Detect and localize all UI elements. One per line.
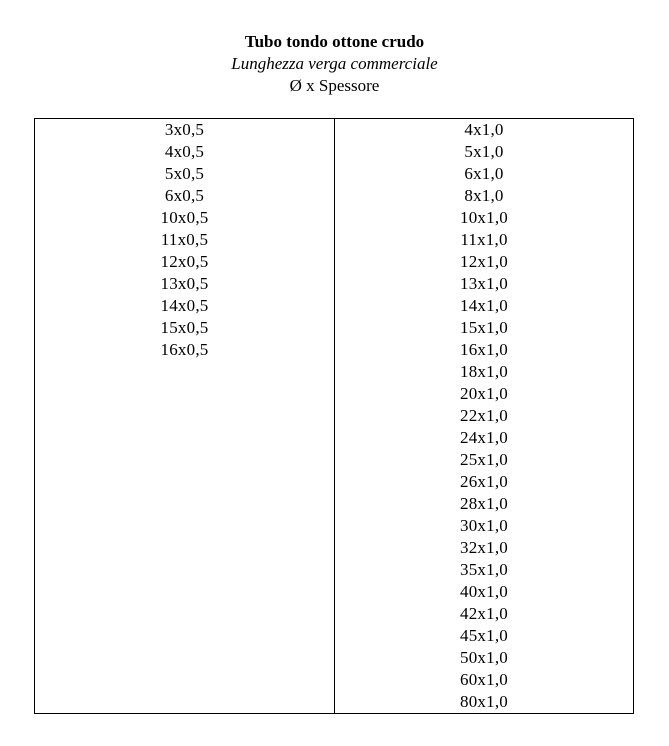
table-cell-right: 10x1,0 (460, 208, 508, 227)
table-cell-right: 40x1,0 (460, 582, 508, 601)
table-cell-left: 11x0,5 (160, 230, 209, 249)
table-cell-right: 15x1,0 (460, 318, 508, 337)
table-cell-left: 10x0,5 (160, 208, 209, 227)
right-column (335, 119, 633, 713)
table-cell-left: 13x0,5 (160, 274, 209, 293)
table-cell-right: 8x1,0 (464, 186, 504, 205)
left-column (35, 119, 335, 713)
table-cell-left: 3x0,5 (164, 120, 205, 139)
table-cell-right: 16x1,0 (460, 340, 508, 359)
table-cell-left: 4x0,5 (164, 142, 205, 161)
table-cell-right: 6x1,0 (464, 164, 504, 183)
table-cell-right: 25x1,0 (460, 450, 508, 469)
table-cell-right: 32x1,0 (460, 538, 508, 557)
table-cell-left: 14x0,5 (160, 296, 209, 315)
document-header (0, 31, 669, 97)
table-cell-right: 80x1,0 (460, 692, 508, 711)
table-cell-right: 26x1,0 (460, 472, 508, 491)
document-subtitle: Lunghezza verga commerciale (231, 54, 438, 73)
table-cell-right: 20x1,0 (460, 384, 508, 403)
table-cell-right: 42x1,0 (460, 604, 508, 623)
table-cell-left: 12x0,5 (160, 252, 209, 271)
table-cell-right: 13x1,0 (460, 274, 508, 293)
table-cell-right: 12x1,0 (460, 252, 508, 271)
table-cell-right: 28x1,0 (460, 494, 508, 513)
table-cell-right: 35x1,0 (460, 560, 508, 579)
sizes-table (34, 118, 634, 714)
table-cell-left: 16x0,5 (160, 340, 209, 359)
table-cell-right: 5x1,0 (464, 142, 504, 161)
table-cell-left: 5x0,5 (164, 164, 205, 183)
table-cell-right: 24x1,0 (460, 428, 508, 447)
table-cell-right: 4x1,0 (464, 120, 504, 139)
table-cell-right: 11x1,0 (460, 230, 508, 249)
table-cell-right: 14x1,0 (460, 296, 508, 315)
table-cell-right: 50x1,0 (460, 648, 508, 667)
table-cell-right: 30x1,0 (460, 516, 508, 535)
table-cell-right: 18x1,0 (460, 362, 508, 381)
table-cell-right: 22x1,0 (460, 406, 508, 425)
table-cell-left: 15x0,5 (160, 318, 209, 337)
column-header: Ø x Spessore (289, 76, 380, 95)
table-cell-left: 6x0,5 (164, 186, 205, 205)
document-title: Tubo tondo ottone crudo (244, 32, 425, 51)
table-cell-right: 45x1,0 (460, 626, 508, 645)
table-cell-right: 60x1,0 (460, 670, 508, 689)
